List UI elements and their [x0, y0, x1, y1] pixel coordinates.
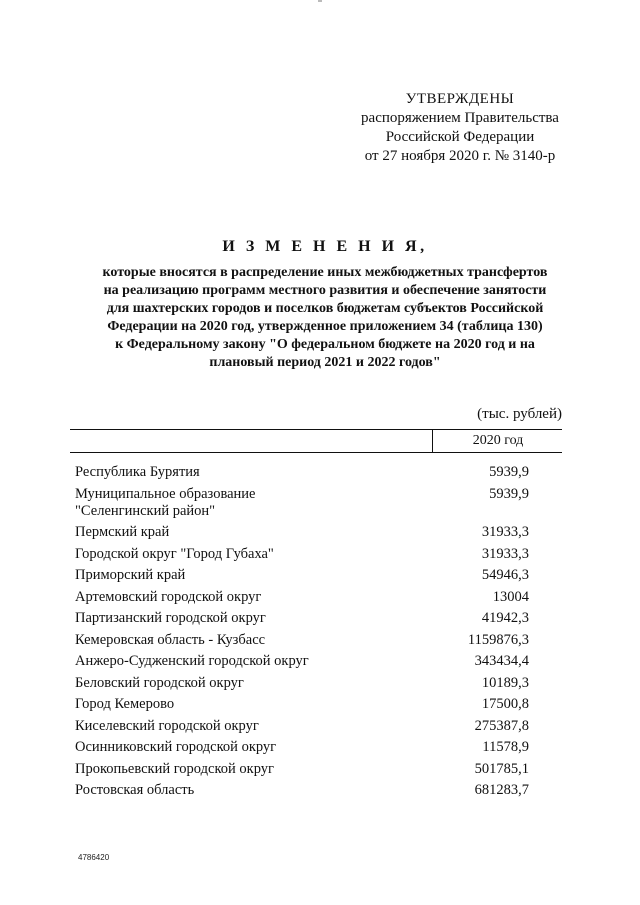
table-row — [75, 546, 555, 563]
table-row — [75, 653, 555, 670]
region-value: 343434,4 — [474, 653, 529, 669]
region-name: Беловский городской округ — [75, 674, 244, 691]
region-value: 17500,8 — [481, 696, 529, 712]
table-row — [75, 739, 555, 756]
units-label: (тыс. рублей) — [477, 406, 562, 422]
region-name: Ростовская область — [75, 782, 195, 798]
table-row — [75, 632, 555, 649]
region-value: 11578,9 — [482, 739, 529, 755]
approval-stamp — [340, 90, 580, 166]
region-value: 54946,3 — [481, 567, 529, 583]
region-name: Город Кемерово — [75, 696, 175, 712]
subtitle-line: плановый период 2021 и 2022 годов" — [209, 355, 441, 370]
table-row — [75, 782, 555, 799]
heading-subtitle — [60, 264, 590, 372]
region-value: 41942,3 — [481, 610, 529, 626]
region-value: 275387,8 — [474, 717, 529, 734]
table-row — [75, 761, 555, 778]
table-row — [75, 567, 555, 584]
subtitle-line: которые вносятся в распределение иных межбюджетных трансфертов — [102, 265, 548, 280]
region-name: Муниципальное образование "Селенгинский район" — [75, 485, 256, 519]
subtitle-line: на реализацию программ местного развития и обеспечение занятости — [103, 283, 547, 298]
region-value: 5939,9 — [489, 464, 529, 480]
approval-line: Российской Федерации — [385, 129, 535, 145]
region-value: 501785,1 — [474, 760, 529, 777]
year-column-header: 2020 год — [432, 430, 563, 452]
region-name: Киселевский городской округ — [75, 717, 259, 734]
region-name: Городской округ "Город Губаха" — [75, 545, 274, 562]
table-row — [75, 486, 555, 520]
region-name: Партизанский городской округ — [75, 610, 266, 626]
region-value: 10189,3 — [481, 674, 529, 691]
approval-line: от 27 ноября 2020 г. № 3140-р — [364, 148, 556, 164]
table-row — [75, 675, 555, 692]
subtitle-line: Федерации на 2020 год, утвержденное приложением 34 (таблица 130) — [107, 319, 543, 334]
region-name: Прокопьевский городской округ — [75, 760, 274, 777]
region-name: Осинниковский городской округ — [75, 739, 277, 755]
table-body — [75, 464, 555, 804]
approval-title: УТВЕРЖДЕНЫ — [405, 91, 515, 107]
table-row — [75, 464, 555, 481]
approval-line: распоряжением Правительства — [361, 110, 559, 126]
region-value: 13004 — [492, 588, 529, 605]
scan-mark — [318, 0, 322, 2]
region-value: 31933,3 — [481, 545, 529, 562]
heading-title: И З М Е Н Е Н И Я, — [222, 238, 428, 255]
region-name: Артемовский городской округ — [75, 588, 262, 605]
table-row — [75, 610, 555, 627]
document-heading — [60, 238, 590, 372]
table-header — [70, 429, 562, 453]
region-value: 31933,3 — [481, 524, 529, 540]
table-row — [75, 696, 555, 713]
region-value: 1159876,3 — [467, 631, 529, 648]
document-code: 4786420 — [78, 853, 110, 862]
region-name: Анжеро-Судженский городской округ — [75, 653, 309, 669]
subtitle-line: для шахтерских городов и поселков бюджетам субъектов Российской — [106, 301, 544, 316]
table-row — [75, 524, 555, 541]
region-value: 5939,9 — [489, 485, 529, 502]
table-row — [75, 718, 555, 735]
subtitle-line: к Федеральному закону "О федеральном бюджете на 2020 год и на — [115, 337, 535, 352]
region-name: Приморский край — [75, 567, 186, 583]
region-value: 681283,7 — [474, 782, 529, 798]
region-name: Пермский край — [75, 524, 170, 540]
region-name: Республика Бурятия — [75, 464, 200, 480]
region-name: Кемеровская область - Кузбасс — [75, 631, 266, 648]
table-row — [75, 589, 555, 606]
